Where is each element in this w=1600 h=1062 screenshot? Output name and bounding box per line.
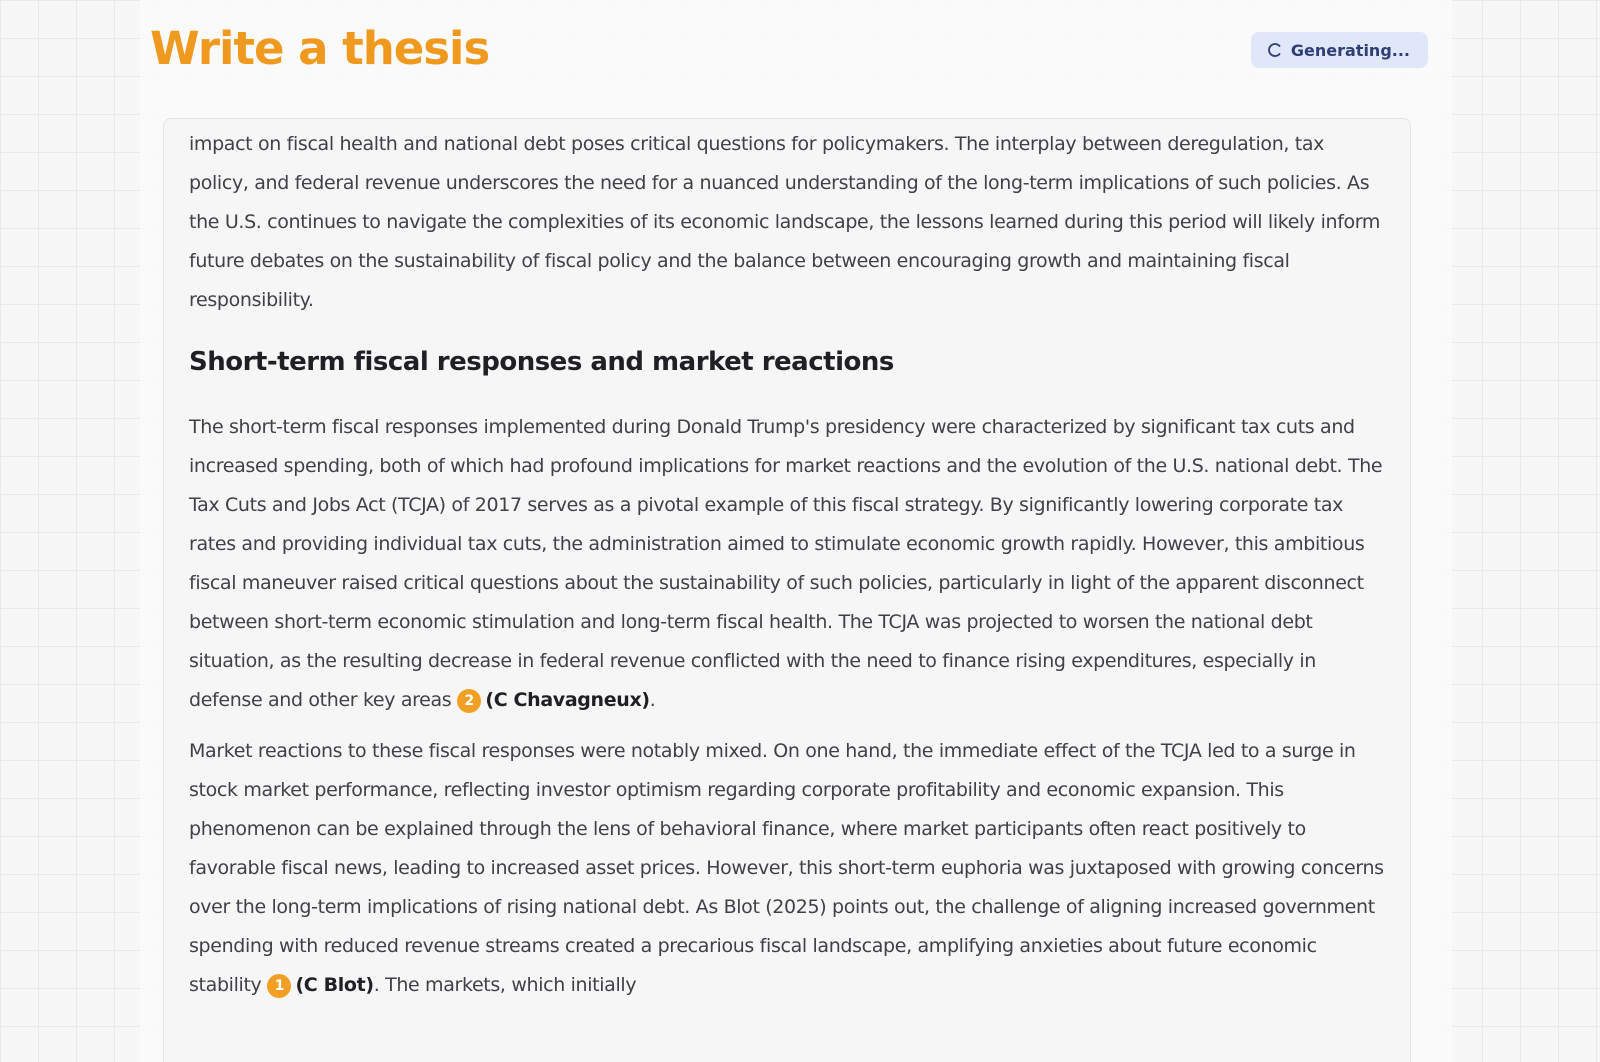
loading-spinner-icon xyxy=(1267,42,1283,58)
page-title: Write a thesis xyxy=(150,22,490,75)
paragraph-text: The short-term fiscal responses implemented during Donald Trump's presidency were characterized by significant tax cuts and increased spending, both of which had profound implications for market reactions and the evolution of the U.S. national debt. The Tax Cuts and Jobs Act (TCJA) of 2017 serves as a pivotal example of this fiscal strategy. By significantly lowering corporate tax rates and providing individual tax cuts, the administration aimed to stimulate economic growth rapidly. However, this ambitious fiscal maneuver raised critical questions about the sustainability of such policies, particularly in light of the apparent disconnect between short-term economic stimulation and long-term fiscal health. The TCJA was projected to worsen the national debt situation, as the resulting decrease in federal revenue conflicted with the need to finance rising expenditures, especially in defense and other key areas xyxy=(189,416,1383,711)
generating-status-badge xyxy=(1251,32,1428,68)
section-heading: Short-term fiscal responses and market reactions xyxy=(189,347,894,377)
paragraph-tail: . The markets, which initially xyxy=(373,974,637,996)
body-paragraph-2 xyxy=(189,732,1386,1005)
page-header xyxy=(150,18,1450,88)
body-paragraph-1 xyxy=(189,408,1386,720)
citation-label[interactable]: (C Blot) xyxy=(295,974,374,996)
intro-paragraph: impact on fiscal health and national debt poses critical questions for policymakers. The interplay between deregulation, tax policy, and federal revenue underscores the need for a nuanced understanding of the long-term implications of such policies. As the U.S. continues to navigate the complexities of its economic landscape, the lessons learned during this period will likely inform future debates on the sustainability of fiscal policy and the balance between encouraging growth and maintaining fiscal responsibility. xyxy=(189,133,1381,311)
paragraph-tail: . xyxy=(649,689,656,711)
citation-badge[interactable]: 1 xyxy=(267,974,291,998)
paragraph-text: Market reactions to these fiscal responses were notably mixed. On one hand, the immediate effect of the TCJA led to a surge in stock market performance, reflecting investor optimism regarding corporate profitability and economic expansion. This phenomenon can be explained through the lens of behavioral finance, where market participants often react positively to favorable fiscal news, leading to increased asset prices. However, this short-term euphoria was juxtaposed with growing concerns over the long-term implications of rising national debt. As Blot (2025) points out, the challenge of aligning increased government spending with reduced revenue streams created a precarious fiscal landscape, amplifying anxieties about future economic stability xyxy=(189,740,1384,996)
generating-status-label: Generating... xyxy=(1290,40,1410,60)
citation-badge[interactable]: 2 xyxy=(457,689,481,713)
citation-label[interactable]: (C Chavagneux) xyxy=(485,689,650,711)
thesis-document xyxy=(163,118,1411,1062)
